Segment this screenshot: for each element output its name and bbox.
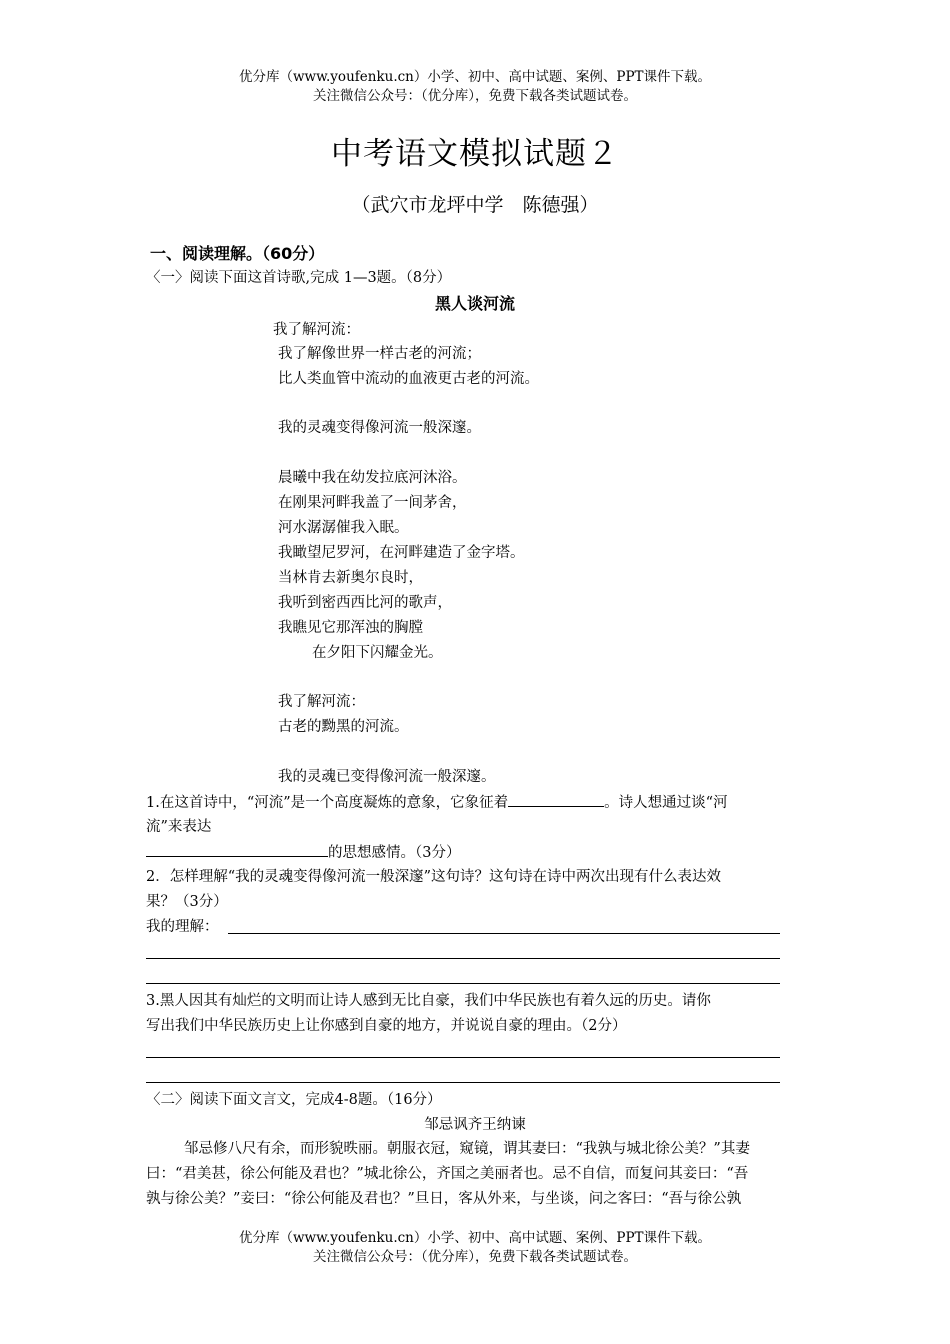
question-1-text-b: 。诗人想通过谈“河 xyxy=(604,795,728,811)
answer-line[interactable] xyxy=(146,1082,780,1083)
question-2-line-1: 2．怎样理解“我的灵魂变得像河流一般深邃”这句诗？这句诗在诗中两次出现有什么表达效 xyxy=(146,869,722,885)
question-1-line-1 xyxy=(146,792,728,813)
poem-line: 我听到密西西比河的歌声， xyxy=(278,595,452,611)
page-title: 中考语文模拟试题２ xyxy=(331,136,619,172)
classical-text-title: 邹忌讽齐王纳谏 xyxy=(424,1117,526,1133)
header-line-2: 关注微信公众号：（优分库），免费下载各类试题试卷。 xyxy=(313,88,637,104)
question-1-text-a: 1.在这首诗中，“河流”是一个高度凝炼的意象，它象征着 xyxy=(146,795,509,811)
part2-intro: 〈二〉阅读下面文言文，完成4-8题。（16分） xyxy=(146,1092,442,1108)
section-heading: 一、阅读理解。（60分） xyxy=(150,244,325,263)
classical-text-line: 邹忌修八尺有余，而形貌昳丽。朝服衣冠，窥镜，谓其妻曰：“我孰与城北徐公美？”其妻 xyxy=(184,1141,750,1157)
poem-line: 我了解河流： xyxy=(278,694,365,710)
poem-line: 当林肯去新奥尔良时， xyxy=(278,570,423,586)
poem-line: 我的灵魂已变得像河流一般深邃。 xyxy=(278,769,496,785)
poem-line: 比人类血管中流动的血液更古老的河流。 xyxy=(278,371,539,387)
answer-line[interactable] xyxy=(228,933,780,934)
poem-title: 黑人谈河流 xyxy=(434,294,515,313)
part1-intro: 〈一〉阅读下面这首诗歌,完成 1—3题。（8分） xyxy=(146,270,452,286)
question-3-line-2: 写出我们中华民族历史上让你感到自豪的地方，并说说自豪的理由。（2分） xyxy=(146,1018,627,1034)
question-1-text-d: 的思想感情。（3分） xyxy=(328,845,461,861)
poem-line: 在夕阳下闪耀金光。 xyxy=(312,645,443,661)
poem-line: 晨曦中我在幼发拉底河沐浴。 xyxy=(278,470,467,486)
answer-blank-1b[interactable] xyxy=(146,842,328,857)
answer-line[interactable] xyxy=(146,983,780,984)
classical-text-line: 曰：“君美甚，徐公何能及君也？”城北徐公，齐国之美丽者也。忌不自信，而复问其妾曰：“吾 xyxy=(146,1166,749,1182)
poem-line: 我瞧见它那浑浊的胸膛 xyxy=(278,620,423,636)
poem-line: 在刚果河畔我盖了一间茅舍， xyxy=(278,495,467,511)
question-1-line-2: 流”来表达 xyxy=(146,819,212,835)
author-line: （武穴市龙坪中学 陈德强） xyxy=(351,194,599,216)
answer-blank-1a[interactable] xyxy=(508,792,604,807)
poem-line: 古老的黝黑的河流。 xyxy=(278,719,409,735)
poem-line: 我了解像世界一样古老的河流； xyxy=(278,346,481,362)
footer-line-1: 优分库（www.youfenku.cn）小学、初中、高中试题、案例、PPT课件下载。 xyxy=(238,1230,712,1246)
question-1-line-3 xyxy=(146,842,460,863)
header-line-1: 优分库（www.youfenku.cn）小学、初中、高中试题、案例、PPT课件下载。 xyxy=(238,69,712,85)
poem-line: 我了解河流： xyxy=(273,322,360,338)
poem-line: 我瞰望尼罗河，在河畔建造了金字塔。 xyxy=(278,545,525,561)
poem-line: 河水潺潺催我入眠。 xyxy=(278,520,409,536)
poem-line: 我的灵魂变得像河流一般深邃。 xyxy=(278,420,481,436)
answer-line[interactable] xyxy=(146,1057,780,1058)
question-2-line-2: 果？（3分） xyxy=(146,894,228,910)
question-3-line-1: 3.黑人因其有灿烂的文明而让诗人感到无比自豪，我们中华民族也有着久远的历史。请你 xyxy=(146,993,711,1009)
answer-line[interactable] xyxy=(146,958,780,959)
classical-text-line: 孰与徐公美？”妾曰：“徐公何能及君也？”旦日，客从外来，与坐谈，问之客曰：“吾与徐公孰 xyxy=(146,1191,742,1207)
question-2-answer-label: 我的理解： xyxy=(146,919,219,935)
footer-line-2: 关注微信公众号：（优分库），免费下载各类试题试卷。 xyxy=(313,1249,637,1265)
